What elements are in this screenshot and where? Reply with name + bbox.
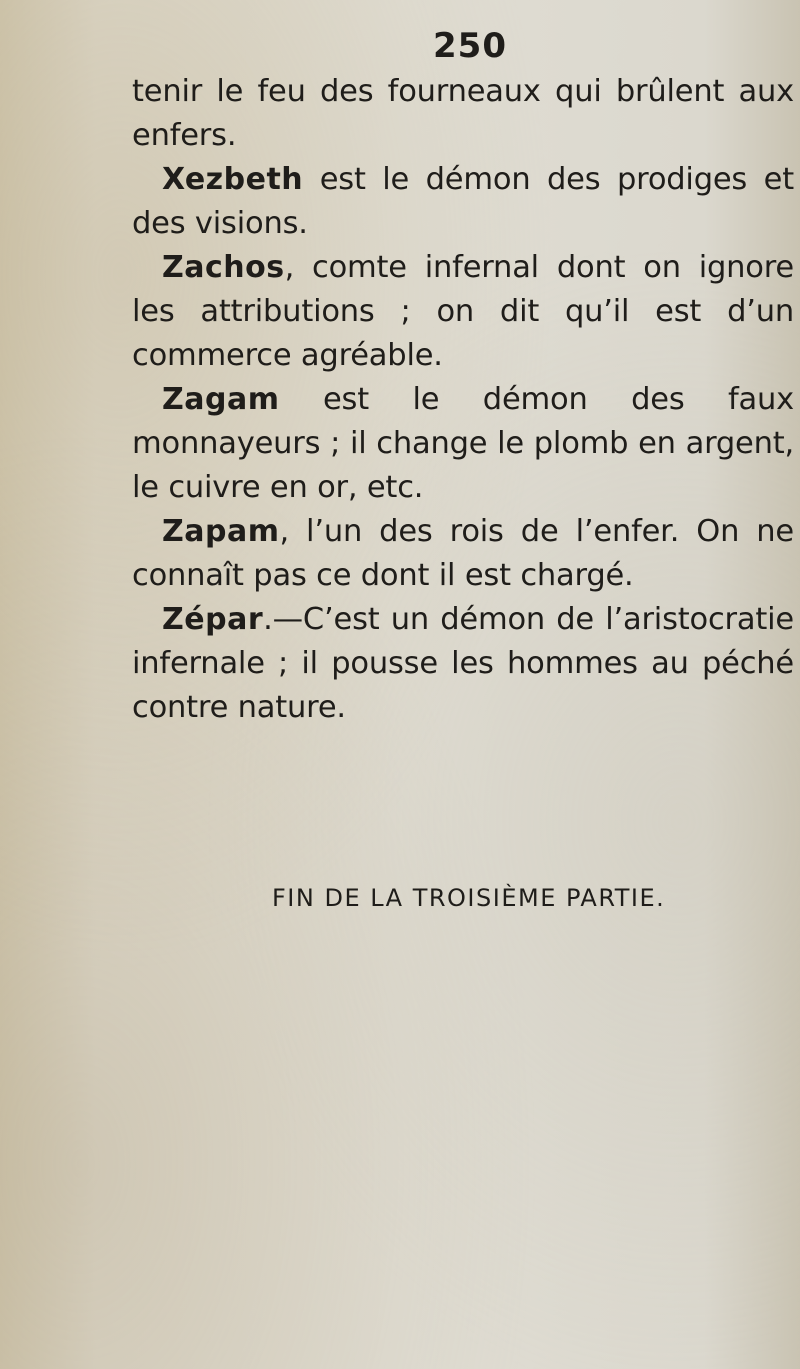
paragraph-text: est le démon des prodiges et des visions. [132, 162, 794, 241]
headword: Zachos [162, 250, 285, 285]
entry-zagam [132, 378, 794, 510]
entry-zachos [132, 246, 794, 378]
entry-zapam [132, 510, 794, 598]
headword: Zagam [162, 382, 280, 417]
entry-xezbeth [132, 158, 794, 246]
headword: Xezbeth [162, 162, 304, 197]
text-block [132, 70, 794, 730]
paragraph-text: , comte infernal dont on ignore les attributions ; on dit qu’il est d’un commerce agréable. [132, 250, 794, 373]
end-of-part-title: FIN DE LA TROISIÈME PARTIE. [272, 884, 666, 912]
page-number: 250 [433, 26, 507, 66]
paragraph-continuation [132, 70, 794, 158]
entry-zepar [132, 598, 794, 730]
paragraph-text: , l’un des rois de l’enfer. On ne connaît pas ce dont il est chargé. [132, 514, 794, 593]
paragraph-text: est le démon des faux monnayeurs ; il change le plomb en argent, le cuivre en or, etc. [132, 382, 794, 505]
paragraph-text: .—C’est un démon de l’aristocratie infernale ; il pousse les hommes au péché contre nature. [132, 602, 794, 725]
headword: Zapam [162, 514, 280, 549]
paragraph-text: tenir le feu des fourneaux qui brûlent aux enfers. [132, 74, 794, 153]
headword: Zépar [162, 602, 264, 637]
